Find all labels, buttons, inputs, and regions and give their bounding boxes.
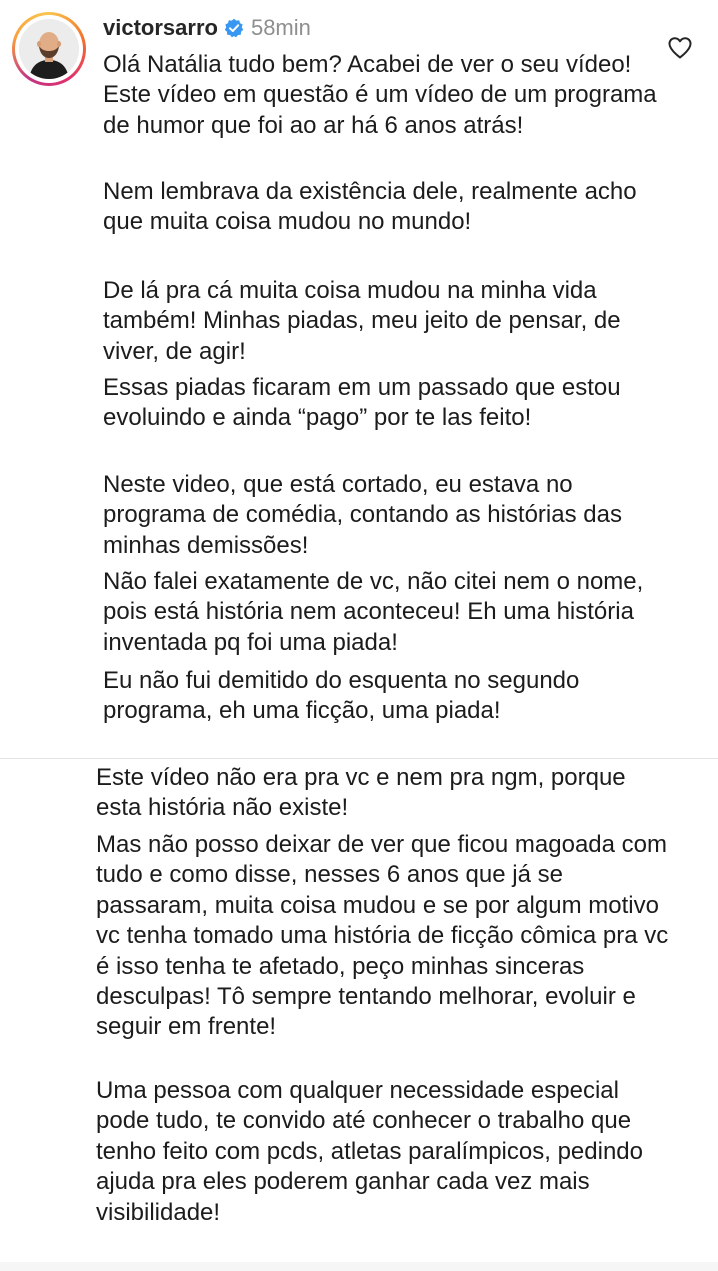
comment-paragraph: Eu não fui demitido do esquenta no segundo programa, eh uma ficção, uma piada! — [103, 667, 580, 725]
bottom-edge — [0, 1262, 718, 1271]
avatar[interactable] — [19, 19, 79, 79]
comment-paragraph-continued: Este vídeo não era pra vc e nem pra ngm, porque esta história não existe! — [96, 764, 626, 822]
comment-paragraph-continued: Mas não posso deixar de ver que ficou magoada com tudo e como disse, nesses 6 anos que já se passaram, muita coisa mudou e se por algum motivo vc tenha tomado uma história de ficção cômica pra vc é isso tenha te afetado, peço minhas sinceras desculpas! Tô sempre tentando melhorar, evoluir e seguir em frente! — [96, 831, 669, 1041]
comment-paragraph: Neste video, que está cortado, eu estava no programa de comédia, contando as histórias das minhas demissões! — [103, 471, 622, 559]
profile-avatar-icon — [19, 19, 79, 79]
screenshot-divider — [0, 758, 718, 759]
verified-badge-icon — [224, 18, 244, 38]
avatar-ring-gap — [15, 15, 83, 83]
comment-paragraph: Não falei exatamente de vc, não citei nem o nome, pois está história nem aconteceu! Eh uma história inventada pq foi uma piada! — [103, 568, 644, 656]
comment-header — [103, 12, 311, 44]
timestamp: 58min — [250, 15, 311, 40]
comment-paragraph: Essas piadas ficaram em um passado que estou evoluindo e ainda “pago” por te las feito! — [103, 374, 621, 432]
avatar-story-ring[interactable] — [12, 12, 86, 86]
username[interactable]: victorsarro — [103, 15, 218, 40]
comment-paragraph-continued: Uma pessoa com qualquer necessidade especial pode tudo, te convido até conhecer o trabalho que tenho feito com pcds, atletas paralímpicos, pedindo ajuda pra eles poderem ganhar cada vez mais visibilidade! — [96, 1077, 643, 1226]
heart-outline-icon[interactable] — [667, 36, 693, 60]
comment-paragraph: De lá pra cá muita coisa mudou na minha vida também! Minhas piadas, meu jeito de pensar, de viver, de agir! — [103, 277, 621, 365]
comment-paragraph: Olá Natália tudo bem? Acabei de ver o seu vídeo! Este vídeo em questão é um vídeo de um programa de humor que foi ao ar há 6 anos atrás! — [103, 51, 657, 139]
comment-paragraph: Nem lembrava da existência dele, realmente acho que muita coisa mudou no mundo! — [103, 178, 637, 236]
